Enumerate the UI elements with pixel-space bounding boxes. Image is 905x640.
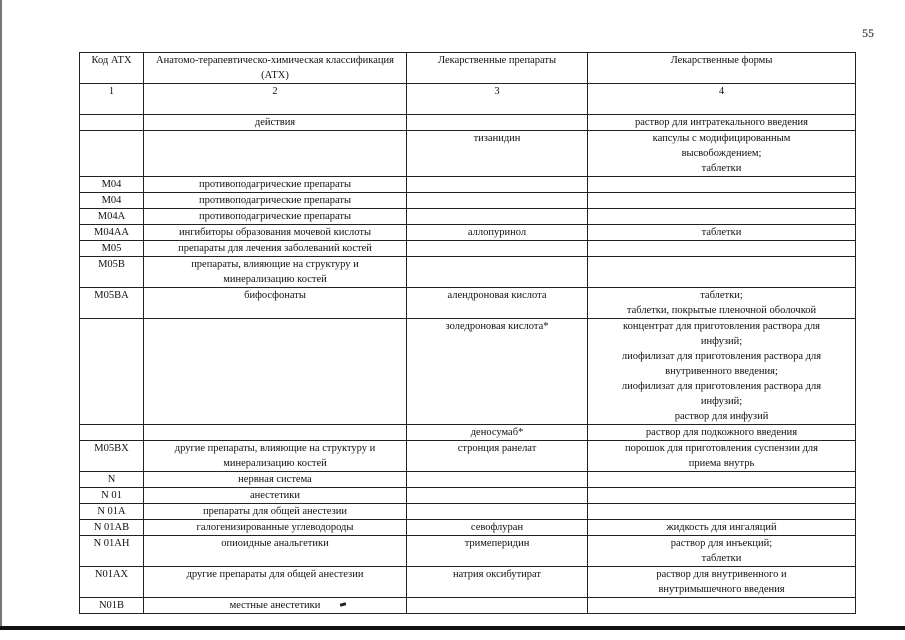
cell-atc-code xyxy=(80,115,144,131)
cell-atc-code: N01AX xyxy=(80,567,144,598)
header-atc-code: Код АТХ xyxy=(80,53,144,84)
cell-dosage-form: порошок для приготовления суспензии для приема внутрь xyxy=(588,441,856,472)
table-row xyxy=(80,319,856,425)
cell-classification: другие препараты для общей анестезии xyxy=(144,567,407,598)
table-row xyxy=(80,241,856,257)
cell-medicine xyxy=(407,257,588,288)
atc-drug-table xyxy=(79,52,856,614)
cell-medicine: стронция ранелат xyxy=(407,441,588,472)
column-number: 2 xyxy=(144,84,407,115)
cell-atc-code: M04A xyxy=(80,209,144,225)
cell-atc-code: M05BX xyxy=(80,441,144,472)
cell-dosage-form xyxy=(588,209,856,225)
cell-classification xyxy=(144,131,407,177)
cell-classification: галогенизированные углеводороды xyxy=(144,520,407,536)
table-row xyxy=(80,193,856,209)
cell-classification: препараты, влияющие на структуру и минерализацию костей xyxy=(144,257,407,288)
cell-dosage-form xyxy=(588,193,856,209)
cell-classification: ингибиторы образования мочевой кислоты xyxy=(144,225,407,241)
left-page-edge xyxy=(0,0,2,630)
cell-atc-code xyxy=(80,319,144,425)
cell-classification xyxy=(144,319,407,425)
table-row xyxy=(80,425,856,441)
cell-classification: нервная система xyxy=(144,472,407,488)
cell-dosage-form: таблетки; таблетки, покрытые пленочной оболочкой xyxy=(588,288,856,319)
cell-medicine xyxy=(407,241,588,257)
cell-dosage-form: раствор для подкожного введения xyxy=(588,425,856,441)
cell-classification: противоподагрические препараты xyxy=(144,177,407,193)
table-row xyxy=(80,567,856,598)
cell-medicine xyxy=(407,598,588,614)
cell-dosage-form: раствор для интратекального введения xyxy=(588,115,856,131)
cell-dosage-form xyxy=(588,257,856,288)
cell-classification: местные анестетики xyxy=(144,598,407,614)
cell-classification: анестетики xyxy=(144,488,407,504)
cell-atc-code: M04AA xyxy=(80,225,144,241)
table-row xyxy=(80,472,856,488)
cell-dosage-form xyxy=(588,177,856,193)
cell-classification: опиоидные анальгетики xyxy=(144,536,407,567)
cell-medicine xyxy=(407,488,588,504)
cell-classification: действия xyxy=(144,115,407,131)
table-body xyxy=(80,115,856,614)
cell-atc-code: M05B xyxy=(80,257,144,288)
cell-dosage-form xyxy=(588,598,856,614)
table-row xyxy=(80,598,856,614)
header-medicines: Лекарственные препараты xyxy=(407,53,588,84)
cell-medicine: золедроновая кислота* xyxy=(407,319,588,425)
header-atc-classification: Анатомо-терапевтическо-химическая классификация (АТХ) xyxy=(144,53,407,84)
cell-classification: препараты для лечения заболеваний костей xyxy=(144,241,407,257)
cell-atc-code xyxy=(80,425,144,441)
cell-medicine: натрия оксибутират xyxy=(407,567,588,598)
table-row xyxy=(80,441,856,472)
cell-medicine xyxy=(407,209,588,225)
cell-medicine: тизанидин xyxy=(407,131,588,177)
column-number: 3 xyxy=(407,84,588,115)
cell-dosage-form: концентрат для приготовления раствора для инфузий; лиофилизат для приготовления раствора для внутривенного введения; лиофилизат для приготовления раствора для инфузий; раствор для инфузий xyxy=(588,319,856,425)
cell-atc-code: N01B xyxy=(80,598,144,614)
cell-dosage-form xyxy=(588,241,856,257)
table-row xyxy=(80,520,856,536)
bottom-page-edge xyxy=(0,626,905,630)
cell-dosage-form: раствор для инъекций; таблетки xyxy=(588,536,856,567)
column-number: 1 xyxy=(80,84,144,115)
cell-atc-code: N 01AB xyxy=(80,520,144,536)
cell-dosage-form xyxy=(588,504,856,520)
column-number-row xyxy=(80,84,856,115)
column-number: 4 xyxy=(588,84,856,115)
table-row xyxy=(80,536,856,567)
cell-medicine xyxy=(407,193,588,209)
cell-atc-code: M04 xyxy=(80,177,144,193)
table-row xyxy=(80,488,856,504)
cell-dosage-form: таблетки xyxy=(588,225,856,241)
cell-medicine: севофлуран xyxy=(407,520,588,536)
cell-classification xyxy=(144,425,407,441)
cell-dosage-form xyxy=(588,488,856,504)
table-row xyxy=(80,288,856,319)
page-number: 55 xyxy=(862,26,874,40)
cell-medicine xyxy=(407,115,588,131)
cell-atc-code: N 01AH xyxy=(80,536,144,567)
cell-medicine: деносумаб* xyxy=(407,425,588,441)
cell-dosage-form xyxy=(588,472,856,488)
cell-atc-code: M05 xyxy=(80,241,144,257)
cell-medicine: аллопуринол xyxy=(407,225,588,241)
cell-atc-code: N xyxy=(80,472,144,488)
table-row xyxy=(80,177,856,193)
table-row xyxy=(80,209,856,225)
cell-atc-code: N 01 xyxy=(80,488,144,504)
table-row xyxy=(80,131,856,177)
table-row xyxy=(80,225,856,241)
table-row xyxy=(80,504,856,520)
table-row xyxy=(80,257,856,288)
cell-medicine xyxy=(407,504,588,520)
cell-classification: противоподагрические препараты xyxy=(144,193,407,209)
cell-medicine xyxy=(407,177,588,193)
cell-atc-code: M04 xyxy=(80,193,144,209)
cell-atc-code: M05BA xyxy=(80,288,144,319)
cell-atc-code xyxy=(80,131,144,177)
cell-dosage-form: капсулы с модифицированным высвобождением; таблетки xyxy=(588,131,856,177)
cell-medicine: тримеперидин xyxy=(407,536,588,567)
cell-classification: бифосфонаты xyxy=(144,288,407,319)
header-dosage-forms: Лекарственные формы xyxy=(588,53,856,84)
cell-medicine xyxy=(407,472,588,488)
cell-classification: противоподагрические препараты xyxy=(144,209,407,225)
cell-medicine: алендроновая кислота xyxy=(407,288,588,319)
cell-dosage-form: раствор для внутривенного и внутримышечного введения xyxy=(588,567,856,598)
table-header-row xyxy=(80,53,856,84)
table-row xyxy=(80,115,856,131)
cell-dosage-form: жидкость для ингаляций xyxy=(588,520,856,536)
cell-classification: препараты для общей анестезии xyxy=(144,504,407,520)
cell-classification: другие препараты, влияющие на структуру и минерализацию костей xyxy=(144,441,407,472)
cell-atc-code: N 01A xyxy=(80,504,144,520)
